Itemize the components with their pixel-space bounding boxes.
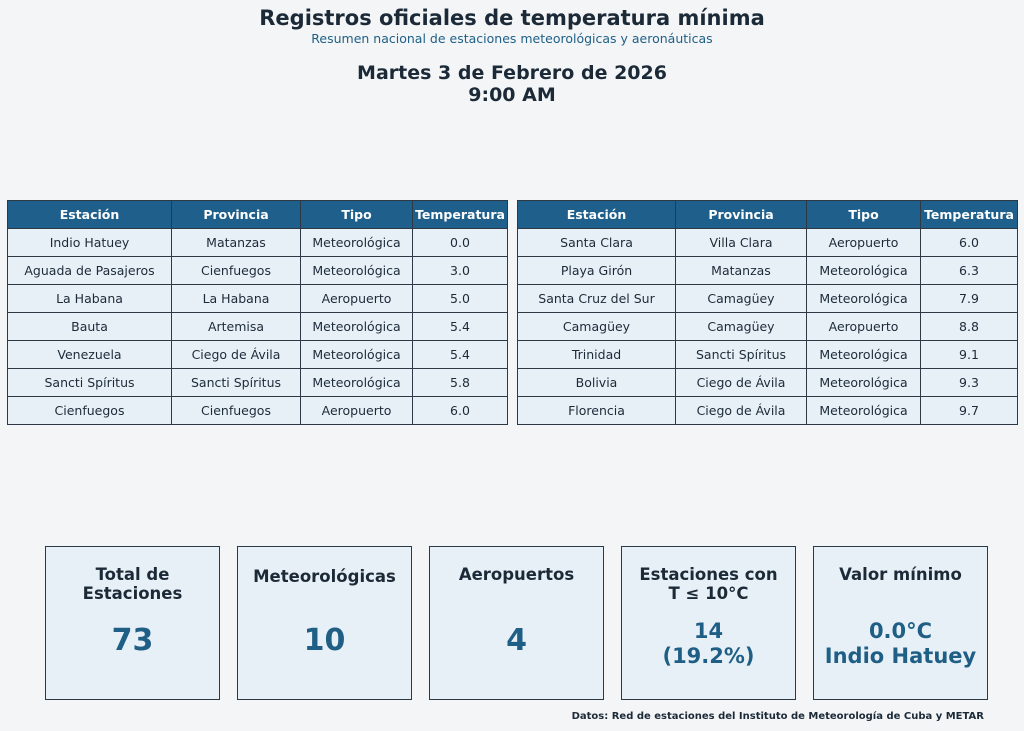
header-estacion: Estación bbox=[8, 201, 172, 229]
meteorological-value: 10 bbox=[303, 623, 346, 658]
cell-provincia: Cienfuegos bbox=[172, 257, 301, 285]
cell-temperatura: 5.0 bbox=[413, 285, 508, 313]
under-10c-label-line-1: Estaciones con bbox=[639, 565, 778, 584]
cell-temperatura: 9.1 bbox=[921, 341, 1018, 369]
cell-temperatura: 9.3 bbox=[921, 369, 1018, 397]
under-10c-percent: (19.2%) bbox=[662, 644, 755, 668]
table-row bbox=[518, 257, 1018, 285]
minimum-station: Indio Hatuey bbox=[824, 644, 977, 668]
cell-estacion: La Habana bbox=[8, 285, 172, 313]
cell-tipo: Meteorológica bbox=[807, 397, 921, 425]
cell-tipo: Meteorológica bbox=[301, 229, 413, 257]
cell-provincia: La Habana bbox=[172, 285, 301, 313]
total-stations-label bbox=[46, 565, 219, 603]
table-row bbox=[8, 257, 508, 285]
cell-estacion: Playa Girón bbox=[518, 257, 676, 285]
page-title: Registros oficiales de temperatura mínima bbox=[259, 6, 765, 30]
cell-tipo: Meteorológica bbox=[807, 285, 921, 313]
stations-table-right bbox=[517, 200, 1018, 425]
total-stations-label-line-1: Total de bbox=[95, 565, 170, 584]
cell-temperatura: 0.0 bbox=[413, 229, 508, 257]
cell-estacion: Trinidad bbox=[518, 341, 676, 369]
under-10c-label bbox=[622, 565, 795, 603]
minimum-value-label: Valor mínimo bbox=[839, 565, 962, 584]
airports-value: 4 bbox=[506, 623, 527, 658]
cell-temperatura: 5.4 bbox=[413, 341, 508, 369]
table-header-row bbox=[518, 201, 1018, 229]
header-tipo: Tipo bbox=[807, 201, 921, 229]
table-row bbox=[518, 397, 1018, 425]
header-tipo: Tipo bbox=[301, 201, 413, 229]
cell-temperatura: 5.4 bbox=[413, 313, 508, 341]
table-row bbox=[8, 369, 508, 397]
cell-temperatura: 6.0 bbox=[413, 397, 508, 425]
cell-estacion: Camagüey bbox=[518, 313, 676, 341]
cell-provincia: Sancti Spíritus bbox=[172, 369, 301, 397]
cell-provincia: Sancti Spíritus bbox=[676, 341, 807, 369]
total-stations-label-line-2: Estaciones bbox=[82, 584, 183, 603]
total-stations-card bbox=[45, 546, 220, 700]
header-temperatura: Temperatura bbox=[413, 201, 508, 229]
cell-temperatura: 8.8 bbox=[921, 313, 1018, 341]
cell-provincia: Matanzas bbox=[676, 257, 807, 285]
table-row bbox=[518, 229, 1018, 257]
total-stations-value: 73 bbox=[111, 623, 154, 658]
cell-temperatura: 3.0 bbox=[413, 257, 508, 285]
airports-card bbox=[429, 546, 604, 700]
cell-tipo: Meteorológica bbox=[301, 369, 413, 397]
cell-provincia: Ciego de Ávila bbox=[676, 369, 807, 397]
under-10c-count: 14 bbox=[693, 619, 724, 643]
report-time: 9:00 AM bbox=[468, 84, 556, 106]
cell-estacion: Indio Hatuey bbox=[8, 229, 172, 257]
cell-provincia: Matanzas bbox=[172, 229, 301, 257]
header-estacion: Estación bbox=[518, 201, 676, 229]
under-10c-value bbox=[622, 619, 795, 669]
cell-tipo: Meteorológica bbox=[807, 341, 921, 369]
table-row bbox=[8, 341, 508, 369]
cell-provincia: Ciego de Ávila bbox=[172, 341, 301, 369]
header-provincia: Provincia bbox=[676, 201, 807, 229]
meteorological-label: Meteorológicas bbox=[253, 567, 396, 586]
cell-tipo: Aeropuerto bbox=[301, 285, 413, 313]
table-row bbox=[8, 285, 508, 313]
cell-estacion: Santa Cruz del Sur bbox=[518, 285, 676, 313]
cell-estacion: Cienfuegos bbox=[8, 397, 172, 425]
under-10c-card bbox=[621, 546, 796, 700]
minimum-temperature: 0.0°C bbox=[868, 619, 933, 643]
page-subtitle: Resumen nacional de estaciones meteorológicas y aeronáuticas bbox=[311, 31, 713, 46]
cell-tipo: Meteorológica bbox=[301, 341, 413, 369]
minimum-value-card bbox=[813, 546, 988, 700]
cell-estacion: Bolivia bbox=[518, 369, 676, 397]
table-header-row bbox=[8, 201, 508, 229]
cell-tipo: Meteorológica bbox=[807, 257, 921, 285]
table-row bbox=[518, 369, 1018, 397]
cell-estacion: Aguada de Pasajeros bbox=[8, 257, 172, 285]
stations-table-left bbox=[7, 200, 508, 425]
table-row bbox=[518, 313, 1018, 341]
cell-estacion: Venezuela bbox=[8, 341, 172, 369]
minimum-value bbox=[814, 619, 987, 669]
airports-label: Aeropuertos bbox=[458, 565, 575, 584]
cell-temperatura: 9.7 bbox=[921, 397, 1018, 425]
table-row bbox=[518, 341, 1018, 369]
cell-provincia: Artemisa bbox=[172, 313, 301, 341]
cell-tipo: Aeropuerto bbox=[807, 313, 921, 341]
cell-temperatura: 6.3 bbox=[921, 257, 1018, 285]
cell-estacion: Florencia bbox=[518, 397, 676, 425]
cell-tipo: Aeropuerto bbox=[301, 397, 413, 425]
cell-temperatura: 7.9 bbox=[921, 285, 1018, 313]
cell-estacion: Bauta bbox=[8, 313, 172, 341]
under-10c-label-line-2: T ≤ 10°C bbox=[668, 584, 749, 603]
cell-provincia: Camagüey bbox=[676, 313, 807, 341]
table-row bbox=[8, 313, 508, 341]
cell-provincia: Ciego de Ávila bbox=[676, 397, 807, 425]
data-source-footer: Datos: Red de estaciones del Instituto de Meteorología de Cuba y METAR bbox=[571, 711, 984, 722]
cell-tipo: Meteorológica bbox=[807, 369, 921, 397]
cell-tipo: Meteorológica bbox=[301, 313, 413, 341]
cell-estacion: Santa Clara bbox=[518, 229, 676, 257]
cell-temperatura: 5.8 bbox=[413, 369, 508, 397]
cell-provincia: Villa Clara bbox=[676, 229, 807, 257]
table-row bbox=[8, 229, 508, 257]
header-provincia: Provincia bbox=[172, 201, 301, 229]
cell-provincia: Camagüey bbox=[676, 285, 807, 313]
cell-temperatura: 6.0 bbox=[921, 229, 1018, 257]
report-date: Martes 3 de Febrero de 2026 bbox=[357, 62, 667, 84]
cell-tipo: Aeropuerto bbox=[807, 229, 921, 257]
cell-tipo: Meteorológica bbox=[301, 257, 413, 285]
cell-provincia: Cienfuegos bbox=[172, 397, 301, 425]
meteorological-card bbox=[237, 546, 412, 700]
table-row bbox=[8, 397, 508, 425]
table-row bbox=[518, 285, 1018, 313]
cell-estacion: Sancti Spíritus bbox=[8, 369, 172, 397]
header-temperatura: Temperatura bbox=[921, 201, 1018, 229]
